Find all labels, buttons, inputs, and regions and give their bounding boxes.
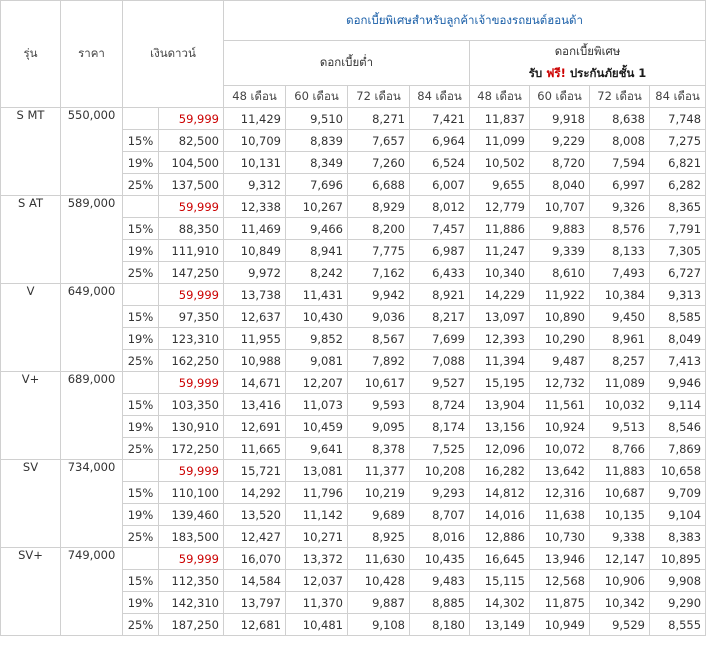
monthly-installment: 8,271 — [348, 108, 410, 130]
monthly-installment: 9,852 — [286, 328, 348, 350]
monthly-installment: 16,282 — [470, 460, 530, 482]
monthly-installment: 8,576 — [590, 218, 650, 240]
monthly-installment: 9,972 — [224, 262, 286, 284]
monthly-installment: 8,610 — [530, 262, 590, 284]
monthly-installment: 7,457 — [410, 218, 470, 240]
model-price: 649,000 — [61, 284, 123, 372]
monthly-installment: 9,095 — [348, 416, 410, 438]
monthly-installment: 8,242 — [286, 262, 348, 284]
monthly-installment: 8,180 — [410, 614, 470, 636]
down-percent: 15% — [123, 218, 159, 240]
monthly-installment: 6,282 — [650, 174, 706, 196]
monthly-installment: 13,081 — [286, 460, 348, 482]
model-price: 734,000 — [61, 460, 123, 548]
monthly-installment: 10,658 — [650, 460, 706, 482]
monthly-installment: 9,529 — [590, 614, 650, 636]
down-payment: 142,310 — [159, 592, 224, 614]
monthly-installment: 7,413 — [650, 350, 706, 372]
free-insurance-note — [474, 65, 701, 83]
monthly-installment: 14,016 — [470, 504, 530, 526]
term-header: 60 เดือน — [286, 86, 348, 108]
monthly-installment: 7,748 — [650, 108, 706, 130]
term-header: 60 เดือน — [530, 86, 590, 108]
down-percent: 15% — [123, 130, 159, 152]
monthly-installment: 11,561 — [530, 394, 590, 416]
monthly-installment: 11,469 — [224, 218, 286, 240]
monthly-installment: 9,104 — [650, 504, 706, 526]
monthly-installment: 12,338 — [224, 196, 286, 218]
monthly-installment: 9,312 — [224, 174, 286, 196]
monthly-installment: 8,839 — [286, 130, 348, 152]
monthly-installment: 12,427 — [224, 526, 286, 548]
monthly-installment: 9,290 — [650, 592, 706, 614]
down-payment: 59,999 — [159, 372, 224, 394]
down-payment: 172,250 — [159, 438, 224, 460]
monthly-installment: 7,525 — [410, 438, 470, 460]
monthly-installment: 8,174 — [410, 416, 470, 438]
monthly-installment: 8,365 — [650, 196, 706, 218]
term-header: 72 เดือน — [348, 86, 410, 108]
monthly-installment: 7,260 — [348, 152, 410, 174]
monthly-installment: 13,416 — [224, 394, 286, 416]
model-price: 589,000 — [61, 196, 123, 284]
down-payment: 147,250 — [159, 262, 224, 284]
free-prefix: รับ — [528, 66, 543, 80]
down-payment: 59,999 — [159, 196, 224, 218]
monthly-installment: 10,988 — [224, 350, 286, 372]
down-payment: 112,350 — [159, 570, 224, 592]
monthly-installment: 8,133 — [590, 240, 650, 262]
monthly-installment: 12,096 — [470, 438, 530, 460]
monthly-installment: 6,007 — [410, 174, 470, 196]
monthly-installment: 11,247 — [470, 240, 530, 262]
monthly-installment: 10,219 — [348, 482, 410, 504]
monthly-installment: 8,383 — [650, 526, 706, 548]
monthly-installment: 8,929 — [348, 196, 410, 218]
monthly-installment: 9,883 — [530, 218, 590, 240]
monthly-installment: 9,510 — [286, 108, 348, 130]
monthly-installment: 11,886 — [470, 218, 530, 240]
down-payment: 111,910 — [159, 240, 224, 262]
monthly-installment: 11,875 — [530, 592, 590, 614]
monthly-installment: 13,797 — [224, 592, 286, 614]
monthly-installment: 8,008 — [590, 130, 650, 152]
monthly-installment: 12,779 — [470, 196, 530, 218]
down-percent: 25% — [123, 350, 159, 372]
monthly-installment: 10,707 — [530, 196, 590, 218]
monthly-installment: 14,584 — [224, 570, 286, 592]
down-payment: 59,999 — [159, 548, 224, 570]
monthly-installment: 13,738 — [224, 284, 286, 306]
monthly-installment: 8,921 — [410, 284, 470, 306]
monthly-installment: 10,687 — [590, 482, 650, 504]
monthly-installment: 10,617 — [348, 372, 410, 394]
table-row — [1, 548, 706, 570]
monthly-installment: 9,293 — [410, 482, 470, 504]
monthly-installment: 8,200 — [348, 218, 410, 240]
model-name: V+ — [1, 372, 61, 460]
monthly-installment: 8,257 — [590, 350, 650, 372]
monthly-installment: 11,837 — [470, 108, 530, 130]
down-percent: 19% — [123, 240, 159, 262]
monthly-installment: 6,987 — [410, 240, 470, 262]
monthly-installment: 10,384 — [590, 284, 650, 306]
down-percent — [123, 108, 159, 130]
monthly-installment: 6,688 — [348, 174, 410, 196]
table-header — [1, 1, 706, 108]
monthly-installment: 9,326 — [590, 196, 650, 218]
monthly-installment: 10,342 — [590, 592, 650, 614]
monthly-installment: 10,340 — [470, 262, 530, 284]
monthly-installment: 10,709 — [224, 130, 286, 152]
monthly-installment: 11,796 — [286, 482, 348, 504]
monthly-installment: 8,546 — [650, 416, 706, 438]
down-payment: 110,100 — [159, 482, 224, 504]
monthly-installment: 9,887 — [348, 592, 410, 614]
down-payment: 139,460 — [159, 504, 224, 526]
table-row — [1, 284, 706, 306]
model-name: SV+ — [1, 548, 61, 636]
monthly-installment: 13,097 — [470, 306, 530, 328]
monthly-installment: 12,147 — [590, 548, 650, 570]
monthly-installment: 9,313 — [650, 284, 706, 306]
monthly-installment: 11,883 — [590, 460, 650, 482]
down-payment: 137,500 — [159, 174, 224, 196]
monthly-installment: 10,131 — [224, 152, 286, 174]
monthly-installment: 8,724 — [410, 394, 470, 416]
monthly-installment: 11,665 — [224, 438, 286, 460]
monthly-installment: 6,524 — [410, 152, 470, 174]
monthly-installment: 6,433 — [410, 262, 470, 284]
monthly-installment: 9,339 — [530, 240, 590, 262]
monthly-installment: 9,036 — [348, 306, 410, 328]
monthly-installment: 8,012 — [410, 196, 470, 218]
monthly-installment: 11,638 — [530, 504, 590, 526]
monthly-installment: 10,208 — [410, 460, 470, 482]
monthly-installment: 9,655 — [470, 174, 530, 196]
monthly-installment: 6,997 — [590, 174, 650, 196]
monthly-installment: 15,721 — [224, 460, 286, 482]
down-percent: 15% — [123, 394, 159, 416]
table-row — [1, 460, 706, 482]
down-payment: 82,500 — [159, 130, 224, 152]
monthly-installment: 10,949 — [530, 614, 590, 636]
monthly-installment: 12,732 — [530, 372, 590, 394]
monthly-installment: 7,275 — [650, 130, 706, 152]
monthly-installment: 9,689 — [348, 504, 410, 526]
monthly-installment: 10,481 — [286, 614, 348, 636]
monthly-installment: 10,428 — [348, 570, 410, 592]
monthly-installment: 10,290 — [530, 328, 590, 350]
monthly-installment: 9,641 — [286, 438, 348, 460]
monthly-installment: 11,073 — [286, 394, 348, 416]
monthly-installment: 14,812 — [470, 482, 530, 504]
monthly-installment: 7,305 — [650, 240, 706, 262]
monthly-installment: 6,727 — [650, 262, 706, 284]
monthly-installment: 13,156 — [470, 416, 530, 438]
monthly-installment: 12,568 — [530, 570, 590, 592]
model-name: V — [1, 284, 61, 372]
monthly-installment: 8,217 — [410, 306, 470, 328]
monthly-installment: 7,493 — [590, 262, 650, 284]
monthly-installment: 8,567 — [348, 328, 410, 350]
monthly-installment: 9,114 — [650, 394, 706, 416]
down-percent: 25% — [123, 262, 159, 284]
monthly-installment: 9,338 — [590, 526, 650, 548]
monthly-installment: 14,292 — [224, 482, 286, 504]
monthly-installment: 7,892 — [348, 350, 410, 372]
monthly-installment: 12,037 — [286, 570, 348, 592]
down-payment: 103,350 — [159, 394, 224, 416]
monthly-installment: 8,040 — [530, 174, 590, 196]
monthly-installment: 8,925 — [348, 526, 410, 548]
monthly-installment: 12,316 — [530, 482, 590, 504]
down-percent: 19% — [123, 328, 159, 350]
monthly-installment: 12,886 — [470, 526, 530, 548]
monthly-installment: 7,088 — [410, 350, 470, 372]
model-header: รุ่น — [1, 1, 61, 108]
monthly-installment: 12,681 — [224, 614, 286, 636]
down-percent: 15% — [123, 306, 159, 328]
monthly-installment: 7,162 — [348, 262, 410, 284]
down-percent: 19% — [123, 152, 159, 174]
monthly-installment: 16,645 — [470, 548, 530, 570]
monthly-installment: 11,429 — [224, 108, 286, 130]
monthly-installment: 7,657 — [348, 130, 410, 152]
monthly-installment: 8,961 — [590, 328, 650, 350]
table-body — [1, 108, 706, 636]
term-header: 84 เดือน — [410, 86, 470, 108]
monthly-installment: 10,032 — [590, 394, 650, 416]
monthly-installment: 12,207 — [286, 372, 348, 394]
monthly-installment: 9,513 — [590, 416, 650, 438]
monthly-installment: 13,372 — [286, 548, 348, 570]
monthly-installment: 11,955 — [224, 328, 286, 350]
monthly-installment: 13,149 — [470, 614, 530, 636]
down-payment: 59,999 — [159, 108, 224, 130]
monthly-installment: 13,904 — [470, 394, 530, 416]
term-header: 48 เดือน — [470, 86, 530, 108]
monthly-installment: 11,099 — [470, 130, 530, 152]
monthly-installment: 9,942 — [348, 284, 410, 306]
down-percent: 15% — [123, 570, 159, 592]
down-payment: 123,310 — [159, 328, 224, 350]
monthly-installment: 12,691 — [224, 416, 286, 438]
monthly-installment: 6,821 — [650, 152, 706, 174]
monthly-installment: 9,081 — [286, 350, 348, 372]
term-header: 72 เดือน — [590, 86, 650, 108]
monthly-installment: 7,699 — [410, 328, 470, 350]
monthly-installment: 8,707 — [410, 504, 470, 526]
monthly-installment: 6,964 — [410, 130, 470, 152]
monthly-installment: 11,630 — [348, 548, 410, 570]
down-percent: 19% — [123, 592, 159, 614]
monthly-installment: 11,142 — [286, 504, 348, 526]
monthly-installment: 8,766 — [590, 438, 650, 460]
free-suffix: ประกันภัยชั้น 1 — [569, 66, 647, 80]
down-payment: 187,250 — [159, 614, 224, 636]
model-price: 550,000 — [61, 108, 123, 196]
down-percent: 25% — [123, 526, 159, 548]
monthly-installment: 7,696 — [286, 174, 348, 196]
down-percent — [123, 372, 159, 394]
down-percent: 25% — [123, 174, 159, 196]
down-payment: 88,350 — [159, 218, 224, 240]
table-row — [1, 108, 706, 130]
term-header: 84 เดือน — [650, 86, 706, 108]
monthly-installment: 9,709 — [650, 482, 706, 504]
monthly-installment: 11,922 — [530, 284, 590, 306]
monthly-installment: 7,594 — [590, 152, 650, 174]
down-percent — [123, 284, 159, 306]
monthly-installment: 9,229 — [530, 130, 590, 152]
down-percent — [123, 548, 159, 570]
monthly-installment: 8,638 — [590, 108, 650, 130]
down-percent: 25% — [123, 614, 159, 636]
down-payment: 104,500 — [159, 152, 224, 174]
down-payment: 59,999 — [159, 460, 224, 482]
monthly-installment: 10,730 — [530, 526, 590, 548]
monthly-installment: 9,483 — [410, 570, 470, 592]
monthly-installment: 9,918 — [530, 108, 590, 130]
monthly-installment: 13,946 — [530, 548, 590, 570]
monthly-installment: 12,393 — [470, 328, 530, 350]
low-interest-header: ดอกเบี้ยต่ำ — [224, 41, 470, 86]
monthly-installment: 15,115 — [470, 570, 530, 592]
monthly-installment: 11,089 — [590, 372, 650, 394]
monthly-installment: 9,487 — [530, 350, 590, 372]
model-price: 749,000 — [61, 548, 123, 636]
monthly-installment: 8,720 — [530, 152, 590, 174]
monthly-installment: 13,520 — [224, 504, 286, 526]
monthly-installment: 8,049 — [650, 328, 706, 350]
monthly-installment: 14,302 — [470, 592, 530, 614]
promo-title: ดอกเบี้ยพิเศษสำหรับลูกค้าเจ้าของรถยนต์ฮอนด้า — [224, 1, 706, 41]
monthly-installment: 8,555 — [650, 614, 706, 636]
price-header: ราคา — [61, 1, 123, 108]
monthly-installment: 10,895 — [650, 548, 706, 570]
monthly-installment: 10,924 — [530, 416, 590, 438]
monthly-installment: 8,941 — [286, 240, 348, 262]
monthly-installment: 12,637 — [224, 306, 286, 328]
monthly-installment: 7,775 — [348, 240, 410, 262]
monthly-installment: 9,946 — [650, 372, 706, 394]
table-row — [1, 372, 706, 394]
model-name: S MT — [1, 108, 61, 196]
monthly-installment: 9,527 — [410, 372, 470, 394]
monthly-installment: 10,135 — [590, 504, 650, 526]
monthly-installment: 8,585 — [650, 306, 706, 328]
free-word: ฟรี! — [546, 66, 566, 80]
monthly-installment: 9,593 — [348, 394, 410, 416]
down-percent: 19% — [123, 416, 159, 438]
down-payment: 97,350 — [159, 306, 224, 328]
term-header: 48 เดือน — [224, 86, 286, 108]
down-payment: 183,500 — [159, 526, 224, 548]
monthly-installment: 10,502 — [470, 152, 530, 174]
monthly-installment: 10,430 — [286, 306, 348, 328]
monthly-installment: 8,349 — [286, 152, 348, 174]
monthly-installment: 10,849 — [224, 240, 286, 262]
down-percent: 19% — [123, 504, 159, 526]
monthly-installment: 14,671 — [224, 372, 286, 394]
monthly-installment: 10,890 — [530, 306, 590, 328]
monthly-installment: 7,791 — [650, 218, 706, 240]
monthly-installment: 9,450 — [590, 306, 650, 328]
monthly-installment: 11,377 — [348, 460, 410, 482]
monthly-installment: 10,072 — [530, 438, 590, 460]
monthly-installment: 10,906 — [590, 570, 650, 592]
down-percent: 15% — [123, 482, 159, 504]
monthly-installment: 14,229 — [470, 284, 530, 306]
monthly-installment: 11,431 — [286, 284, 348, 306]
monthly-installment: 7,869 — [650, 438, 706, 460]
monthly-installment: 9,108 — [348, 614, 410, 636]
down-payment: 162,250 — [159, 350, 224, 372]
monthly-installment: 15,195 — [470, 372, 530, 394]
model-price: 689,000 — [61, 372, 123, 460]
monthly-installment: 8,885 — [410, 592, 470, 614]
monthly-installment: 9,908 — [650, 570, 706, 592]
model-name: S AT — [1, 196, 61, 284]
monthly-installment: 10,459 — [286, 416, 348, 438]
monthly-installment: 8,016 — [410, 526, 470, 548]
monthly-installment: 16,070 — [224, 548, 286, 570]
monthly-installment: 10,267 — [286, 196, 348, 218]
model-name: SV — [1, 460, 61, 548]
monthly-installment: 8,378 — [348, 438, 410, 460]
special-interest-label: ดอกเบี้ยพิเศษ — [554, 44, 621, 58]
down-percent: 25% — [123, 438, 159, 460]
special-interest-header — [470, 41, 706, 86]
monthly-installment: 10,271 — [286, 526, 348, 548]
monthly-installment: 10,435 — [410, 548, 470, 570]
monthly-installment: 7,421 — [410, 108, 470, 130]
monthly-installment: 11,370 — [286, 592, 348, 614]
down-percent — [123, 460, 159, 482]
down-payment: 59,999 — [159, 284, 224, 306]
table-row — [1, 196, 706, 218]
monthly-installment: 11,394 — [470, 350, 530, 372]
down-payment-header: เงินดาวน์ — [123, 1, 224, 108]
monthly-installment: 9,466 — [286, 218, 348, 240]
down-percent — [123, 196, 159, 218]
monthly-installment: 13,642 — [530, 460, 590, 482]
down-payment: 130,910 — [159, 416, 224, 438]
